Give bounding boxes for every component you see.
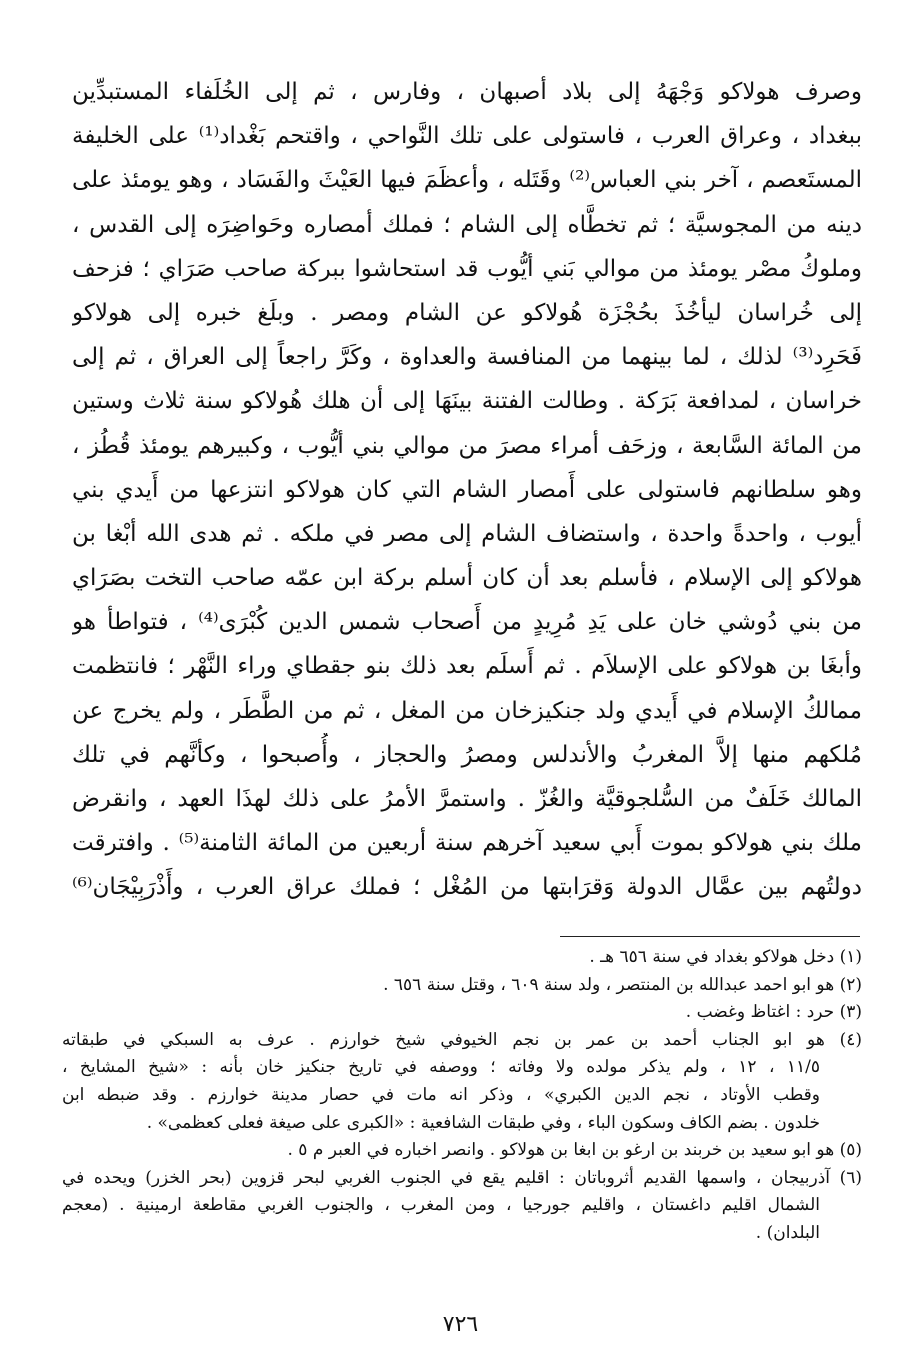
text-line: دولتُهم بين عمَّال الدولة وَقرَابتها من المُغْل ؛ فملك عراق العرب ، وأَذْرَبِيْجَان⁽⁶⁾ — [72, 874, 862, 901]
text-line: وأبغَا بن هولاكو على الإسلاَم . ثم أَسلَم بعد ذلك بنو جقطاي وراء النَّهْر ؛ فانتظمت — [72, 653, 862, 680]
text-line: هولاكو إلى الإسلام ، فأسلم بعد أن كان أسلم بركة ابن عمّه صاحب التخت بصَرَاي — [72, 565, 862, 592]
page-number: ٧٢٦ — [442, 1312, 479, 1337]
footnote-4-line: وقطب الأوتاد ، نجم الدين الكبري» ، وذكر انه مات في حصار مدينة خوارزم . وقد ضبطه ابن — [62, 1084, 820, 1105]
text-line: المالك خَلَفٌ من السُّلجوقيَّة والغُزّ . واستمرَّ الأمرُ على ذلك لهذَا العهد ، وانقرض — [72, 786, 862, 812]
footnote-4-line: ١١/٥ ، ١٢ ، ولم يذكر مولده ولا وفاته ؛ ووصفه في تاريخ جنكيز خان بأنه : «شيخ المشايخ ، — [62, 1057, 821, 1078]
text-line: مُلكهم منها إلاَّ المغربُ والأندلس ومصرُ والحجاز ، وأُصبحوا ، وكأنَّهم في تلك — [72, 741, 862, 768]
text-line: ملك بني هولاكو بموت أَبي سعيد آخرهم سنة أربعين من المائة الثامنة⁽⁵⁾ . وافترقت — [72, 830, 862, 857]
footnote-5: (٥) هو ابو سعيد بن خربند بن ارغو بن ابغا بن هولاكو . وانصر اخباره في العبر م ٥ . — [287, 1140, 862, 1161]
footnotes — [62, 944, 862, 1248]
text-line: أيوب ، واحدةً واحدة ، واستضاف الشام إلى مصر في ملكه . ثم هدى الله أبْغا بن — [72, 520, 862, 547]
footnote-4-line: (٤) هو ابو الجناب أحمد بن عمر بن نجم الخيوفي شيخ خوارزم . عرف به السبكي في طبقاته — [62, 1029, 862, 1050]
text-line: دينه من المجوسيَّة ؛ ثم تخطَّاه إلى الشام ؛ فملك أمصاره وحَواضِرَه إلى القدس ، — [72, 211, 862, 238]
text-line: خراسان ، لمدافعة بَرَكة . وطالت الفتنة بينَهَا إلى أن هلك هُولاكو سنة ثلاث وستين — [72, 388, 862, 415]
text-line: المستَعصم ، آخر بني العباس⁽²⁾ وقَتَله ، وأعظَمَ فيها العَيْثَ والفَسَاد ، وهو يومئذ على — [72, 167, 862, 194]
footnote-6-line: (٦) آذربيجان ، واسمها القديم أثروباتان : اقليم يقع في الجنوب الغربي لبحر قزوين (بحر الخزر) ويحده في — [62, 1167, 862, 1188]
text-line: من المائة السَّابعة ، وزحَف أمراء مصرَ من موالي بني أيُّوب ، وكبيرهم يومئذ قُطُز ، — [72, 432, 862, 459]
footnote-6-line: البلدان) . — [755, 1222, 820, 1243]
text-line: ممالكُ الإسلام في أَيدي ولد جنكيزخان من المغل ، ثم من الطَّطَر ، ولم يخرج عن — [72, 697, 862, 724]
text-line: وهو سلطانهم فاستولى على أَمصار الشام التي كان هولاكو انتزعها من أَيدي بني — [72, 476, 862, 503]
footnote-1: (١) دخل هولاكو بغداد في سنة ٦٥٦ هـ . — [589, 947, 862, 967]
text-line: وملوكُ مصْر يومئذ من موالي بَني أيُّوب قد استحاشوا ببركة صاحب صَرَاي ؛ فزحف — [72, 255, 862, 282]
text-line: من بني دُوشي خان على يَدِ مُرِيدٍ من أَصحاب شمس الدين كُبْرَى⁽⁴⁾ ، فتواطأ هو — [72, 609, 862, 636]
text-line: وصرف هولاكو وَجْهَهُ إلى بلاد أصبهان ، وفارس ، ثم إلى الخُلَفاء المستبدِّين — [72, 79, 862, 105]
text-line: إلى خُراسان ليأخُذَ بحُجْزَة هُولاكو عن الشام ومصر . وبلَغ خبره إلى هولاكو — [72, 299, 862, 326]
text-line: ببغداد ، وعراق العرب ، فاستولى على تلك النَّواحي ، واقتحم بَغْداد⁽¹⁾ على الخليفة — [72, 123, 862, 150]
footnote-2: (٢) هو ابو احمد عبدالله بن المنتصر ، ولد سنة ٦٠٩ ، وقتل سنة ٦٥٦ . — [383, 974, 862, 995]
footnote-separator — [560, 936, 860, 937]
footnote-6-line: الشمال اقليم داغستان ، واقليم جورجيا ، ومن المغرب ، والجنوب الغربي مقاطعة ارمينية . (معجم — [62, 1195, 820, 1216]
text-line: فَحَرِد⁽³⁾ لذلك ، لما بينهما من المنافسة والعداوة ، وكَرَّ راجعاً إلى العراق ، ثم إلى — [72, 344, 862, 371]
main-text — [72, 70, 862, 910]
footnote-3: (٣) حرد : اغتاظ وغضب . — [685, 1002, 862, 1023]
footnote-4-line: خلدون . بضم الكاف وسكون الباء ، وفي طبقات الشافعية : «الكبرى على صيغة فعلى كعظمى» . — [146, 1112, 820, 1133]
